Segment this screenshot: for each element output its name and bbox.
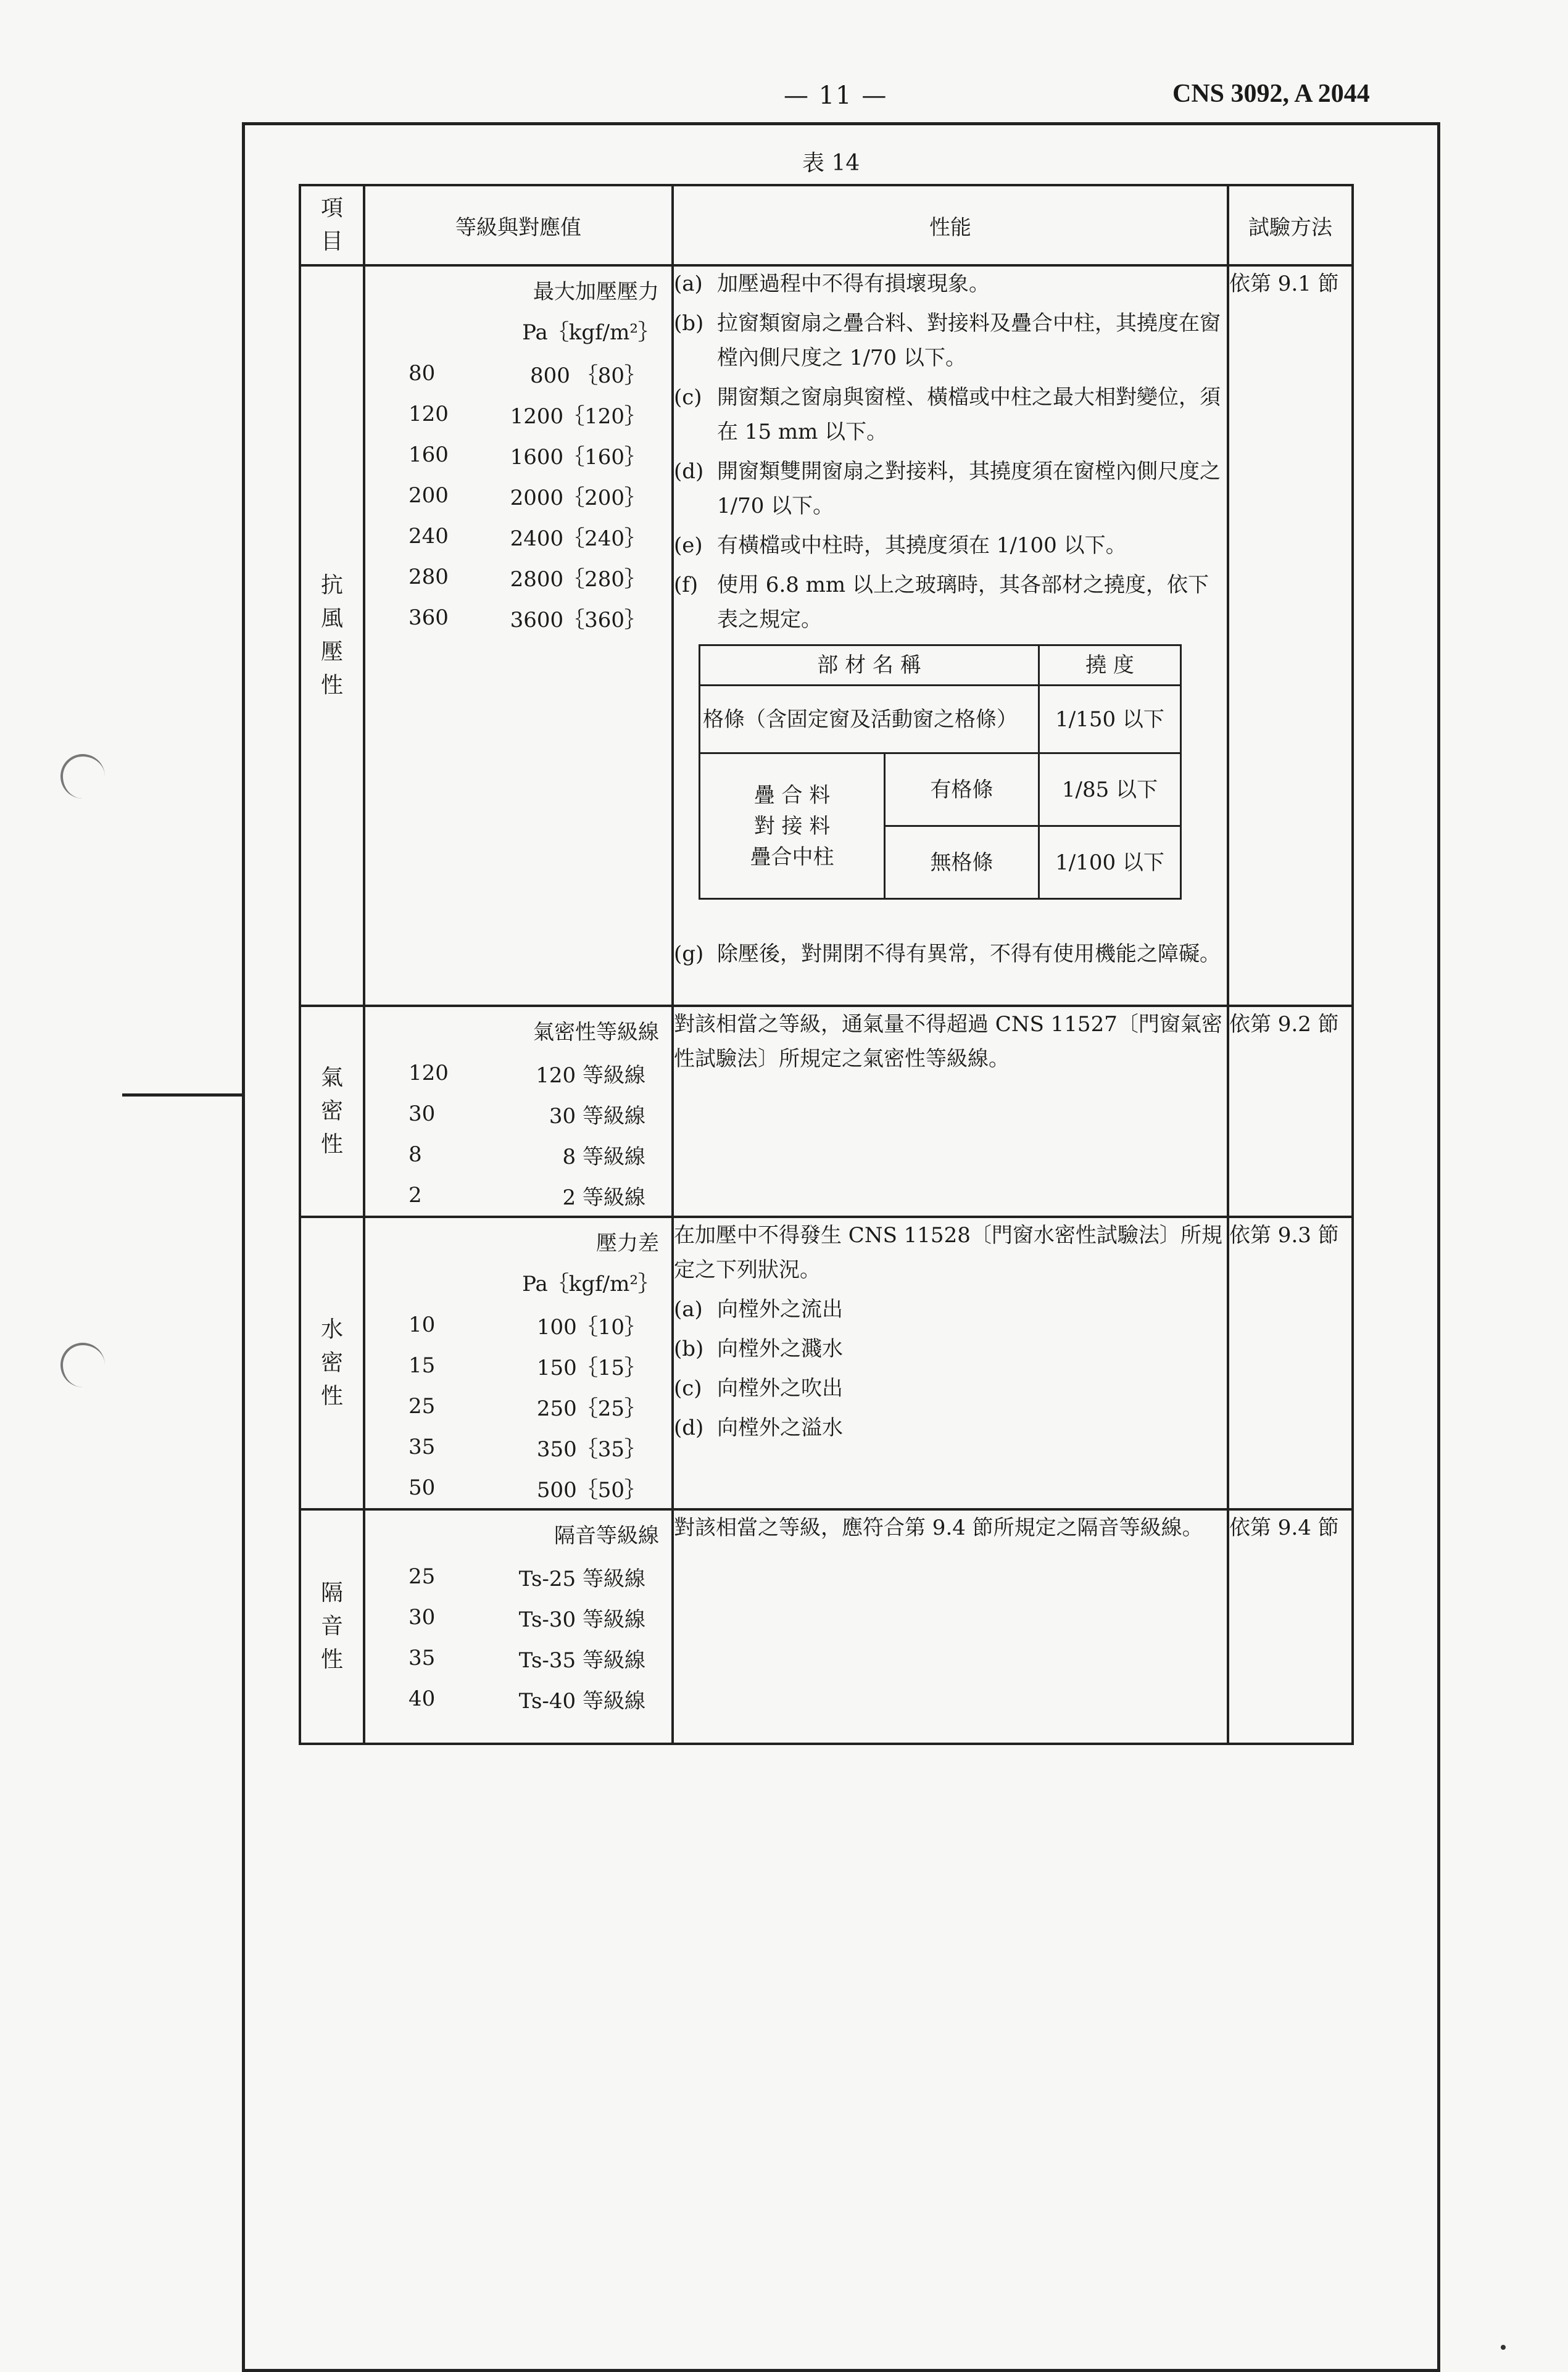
punch-hole-mark	[60, 1343, 105, 1387]
performance-item: (b) 向樘外之濺水	[674, 1337, 843, 1361]
ink-speck	[1501, 2345, 1506, 2350]
table-caption: 表 14	[802, 151, 860, 176]
performance-item: (f) 使用 6.8 mm 以上之玻璃時，其各部材之撓度，依下表之規定。	[674, 573, 1209, 632]
margin-rule	[122, 1093, 243, 1097]
grade-header: 隔音等級線	[554, 1524, 659, 1548]
method-cell: 依第 9.3 節	[1228, 1217, 1353, 1509]
deflection-table	[699, 644, 1182, 900]
grade-row: 120 120 等級線	[409, 1061, 645, 1088]
grade-row: 200 2000｛200｝	[409, 483, 645, 510]
standard-code: CNS 3092, A 2044	[1172, 80, 1370, 108]
header-method: 試驗方法	[1228, 185, 1353, 265]
method-cell: 依第 9.2 節	[1228, 1006, 1353, 1217]
category-air-tightness: 氣密性	[300, 1006, 364, 1217]
grade-row: 15 150｛15｝	[409, 1353, 645, 1380]
performance-item: (d) 向樘外之溢水	[674, 1416, 843, 1440]
grade-row: 50 500｛50｝	[409, 1475, 645, 1503]
deflection-row	[700, 753, 1181, 826]
deflection-header-member: 部 材 名 稱	[700, 645, 1039, 686]
grade-row: 120 1200｛120｝	[409, 402, 645, 429]
grade-row: 8 8 等級線	[409, 1142, 645, 1169]
grade-header: 氣密性等級線	[533, 1020, 659, 1045]
performance-cell: 對該相當之等級，通氣量不得超過 CNS 11527〔門窗氣密性試驗法〕所規定之氣密性等級線。	[673, 1006, 1228, 1217]
grade-cell	[364, 1509, 673, 1744]
grade-row: 25 Ts-25 等級線	[409, 1564, 645, 1591]
table-header-row	[300, 185, 1353, 265]
grade-header: 最大加壓壓力 Pa｛kgf/m²｝	[522, 280, 659, 345]
method-cell: 依第 9.1 節	[1228, 265, 1353, 1006]
category-water-tightness: 水密性	[300, 1217, 364, 1509]
table-row	[300, 1006, 1353, 1217]
grade-row: 35 Ts-35 等級線	[409, 1646, 645, 1673]
deflection-member-group: 疊 合 料 對 接 料 疊合中柱	[700, 753, 885, 899]
page-number: — 11 —	[784, 81, 888, 110]
spec-table	[299, 184, 1354, 1745]
header-performance: 性能	[673, 185, 1228, 265]
performance-item: (c) 向樘外之吹出	[674, 1376, 843, 1401]
table-row	[300, 1217, 1353, 1509]
grade-row: 25 250｛25｝	[409, 1394, 645, 1421]
grade-cell	[364, 1006, 673, 1217]
grade-row: 30 30 等級線	[409, 1101, 645, 1129]
performance-cell	[673, 1217, 1228, 1509]
performance-item: (a) 加壓過程中不得有損壞現象。	[674, 272, 990, 296]
deflection-value: 1/150 以下	[1039, 686, 1181, 753]
grade-cell	[364, 265, 673, 1006]
method-cell: 依第 9.4 節	[1228, 1509, 1353, 1744]
header-item: 項目	[300, 185, 364, 265]
grade-row: 35 350｛35｝	[409, 1435, 645, 1462]
deflection-row	[700, 686, 1181, 753]
deflection-condition: 有格條	[885, 753, 1039, 826]
performance-text: 在加壓中不得發生 CNS 11528〔門窗水密性試驗法〕所規定之下列狀況。	[674, 1223, 1222, 1282]
grade-row: 280 2800｛280｝	[409, 565, 645, 592]
deflection-member: 格條（含固定窗及活動窗之格條）	[700, 686, 1039, 753]
grade-row: 10 100｛10｝	[409, 1312, 645, 1340]
grade-header: 壓力差 Pa｛kgf/m²｝	[522, 1231, 659, 1296]
category-wind-pressure: 抗風壓性	[300, 265, 364, 1006]
punch-hole-mark	[60, 754, 105, 798]
performance-item: (a) 向樘外之流出	[674, 1297, 843, 1322]
category-sound-insulation: 隔音性	[300, 1509, 364, 1744]
grade-cell	[364, 1217, 673, 1509]
performance-item: (b) 拉窗類窗扇之疊合料、對接料及疊合中柱，其撓度在窗樘內側尺度之 1/70 以下。	[674, 311, 1221, 370]
deflection-value: 1/85 以下	[1039, 753, 1181, 826]
deflection-header-value: 撓 度	[1039, 645, 1181, 686]
grade-row: 40 Ts-40 等級線	[409, 1686, 645, 1714]
table-row	[300, 1509, 1353, 1744]
performance-item: (e) 有橫檔或中柱時，其撓度須在 1/100 以下。	[674, 533, 1127, 558]
deflection-value: 1/100 以下	[1039, 826, 1181, 899]
grade-row: 160 1600｛160｝	[409, 442, 645, 470]
grade-row: 2 2 等級線	[409, 1183, 645, 1210]
performance-item: (g) 除壓後，對開閉不得有異常，不得有使用機能之障礙。	[674, 942, 1221, 966]
grade-row: 30 Ts-30 等級線	[409, 1605, 645, 1632]
performance-cell: 對該相當之等級，應符合第 9.4 節所規定之隔音等級線。	[673, 1509, 1228, 1744]
table-row	[300, 265, 1353, 1006]
grade-row: 240 2400｛240｝	[409, 524, 645, 551]
header-grade: 等級與對應值	[364, 185, 673, 265]
performance-cell	[673, 265, 1228, 1006]
deflection-condition: 無格條	[885, 826, 1039, 899]
deflection-header-row	[700, 645, 1181, 686]
grade-row: 360 3600｛360｝	[409, 605, 645, 632]
performance-item: (c) 開窗類之窗扇與窗樘、橫檔或中柱之最大相對變位，須在 15 mm 以下。	[674, 385, 1221, 444]
performance-item: (d) 開窗類雙開窗扇之對接料，其撓度須在窗樘內側尺度之 1/70 以下。	[674, 459, 1221, 518]
grade-row: 80 800 ｛80｝	[409, 361, 645, 388]
